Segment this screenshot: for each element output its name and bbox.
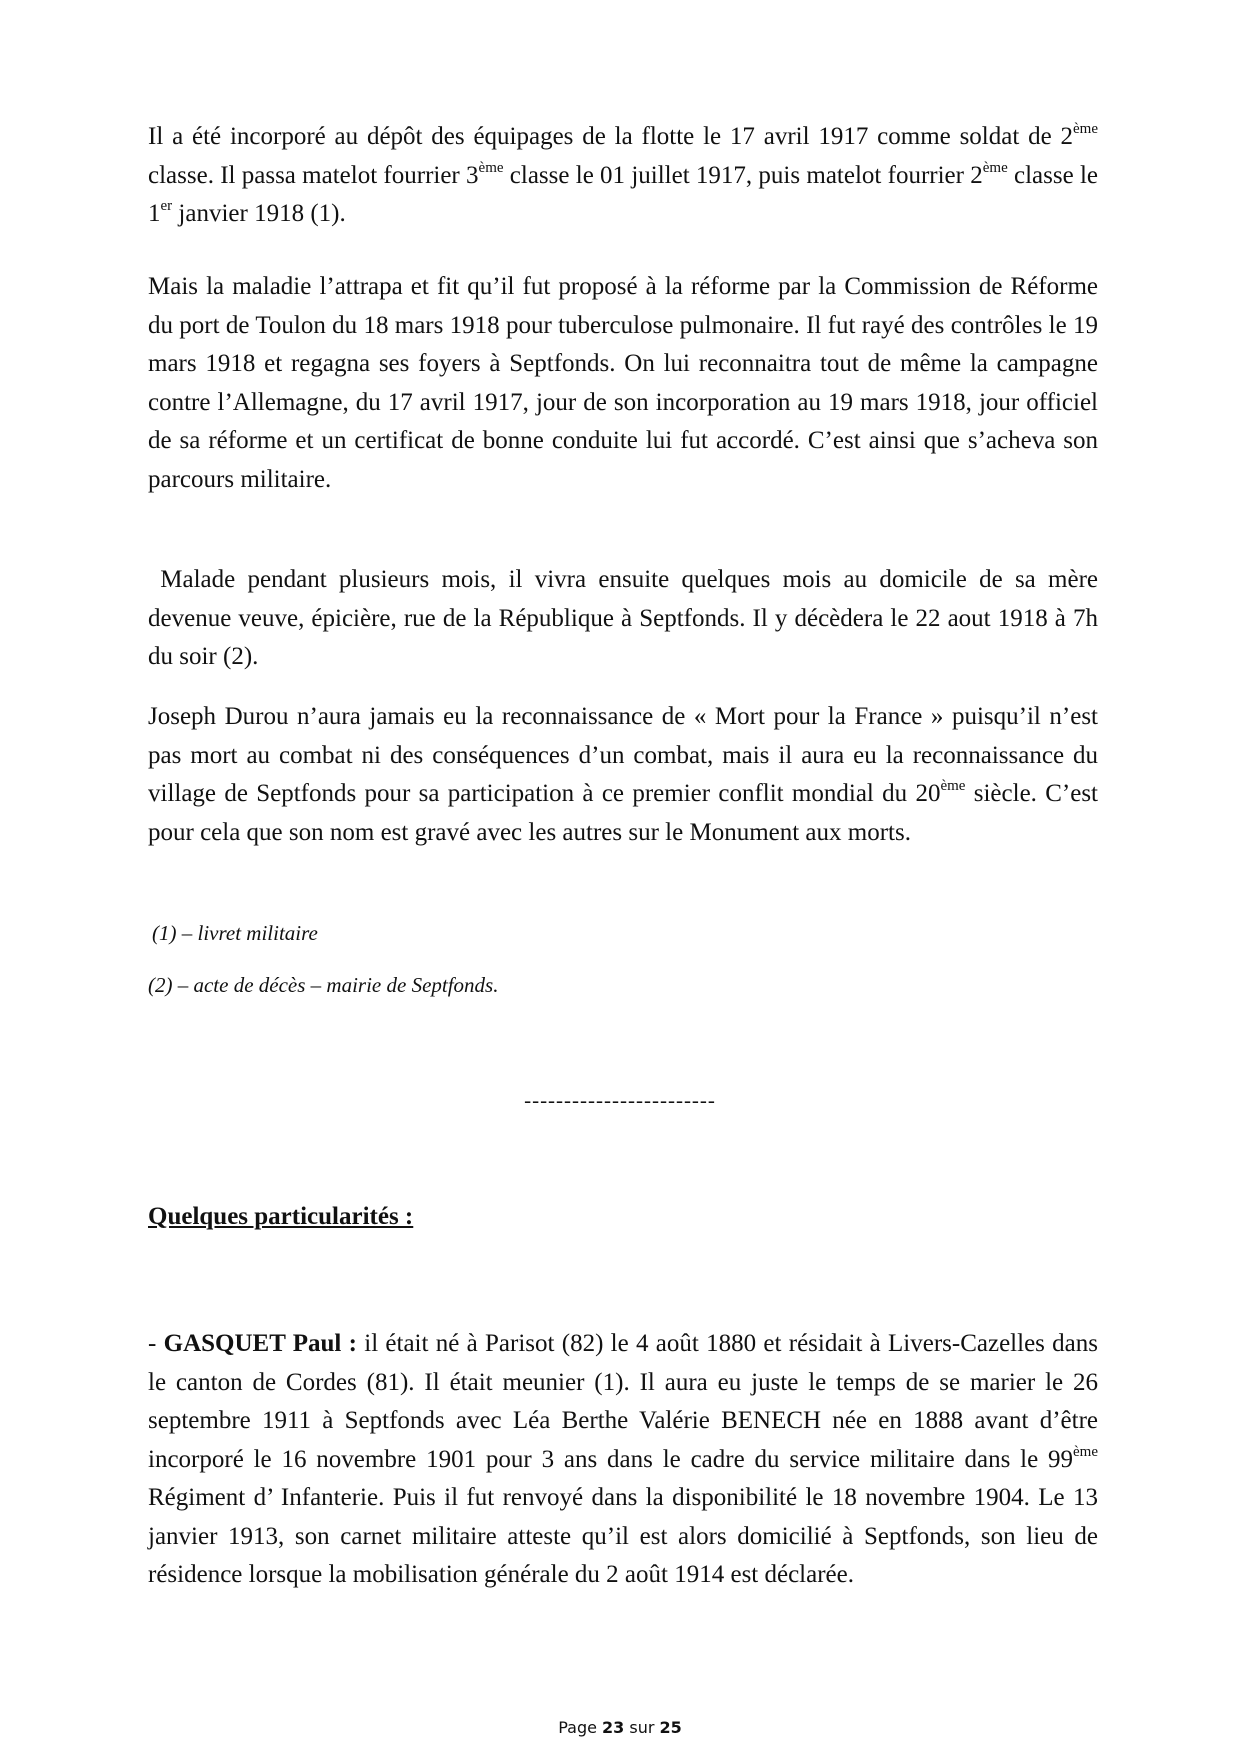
paragraph-recognition [148, 698, 1098, 852]
superscript: ème [982, 159, 1008, 176]
paragraph-text: classe le 01 juillet 1917, puis matelot fourrier 2 [503, 161, 983, 189]
paragraph-text: siècle. C’est pour cela que son nom est gravé avec les autres sur le Monument aux morts. [148, 780, 1098, 846]
page-footer [0, 1718, 1240, 1737]
paragraph-text: classe. Il passa matelot fourrier 3 [148, 161, 479, 189]
superscript: ème [1073, 121, 1098, 137]
superscript: ème [1073, 1443, 1098, 1460]
section-separator: ------------------------ [524, 1088, 716, 1112]
paragraph-death: Malade pendant plusieurs mois, il vivra ensuite quelques mois au domicile de sa mère devenue veuve, épicière, rue de la République à Septfonds. Il y décèdera le 22 aout 1918 à 7h du soir (2). [148, 566, 1098, 670]
paragraph-gasquet [148, 1325, 1098, 1595]
current-page-number: 23 [602, 1718, 625, 1737]
footnote-2: (2) – acte de décès – mairie de Septfonds. [148, 973, 499, 997]
paragraph-text: Joseph Durou n’aura jamais eu la reconnaissance de « Mort pour la France » puisqu’il n’est pas mort au combat ni des conséquences d’un combat, mais il aura eu la reconnaissance du village de Septfonds pour sa participation à ce premier conflit mondial du 20 [148, 703, 1098, 807]
total-page-count: 25 [659, 1718, 682, 1737]
paragraph-text: il était né à Parisot (82) le 4 août 1880 et résidait à Livers-Cazelles dans le canton de Cordes (81). Il était meunier (1). Il aura eu juste le temps de se marier le 26 septembre 1911 à Septfonds avec Léa Berthe Valérie BENECH née en 1888 avant d’être incorporé le 16 novembre 1901 pour 3 ans dans le cadre du service militaire dans le 99 [148, 1330, 1099, 1473]
paragraph-text: classe le 1 [148, 161, 1099, 227]
paragraph-text: Régiment d’ Infanterie. Puis il fut renvoyé dans la disponibilité le 18 novembre 1904. Le 13 janvier 1913, son carnet militaire atteste qu’il est alors domicilié à Septfonds, son lieu de résidence lorsque la mobilisation générale du 2 août 1914 est déclarée. [148, 1484, 1098, 1588]
paragraph-text: - [148, 1330, 164, 1357]
footnote-1: (1) – livret militaire [152, 921, 318, 945]
paragraph-illness: Mais la maladie l’attrapa et fit qu’il fut proposé à la réforme par la Commission de Réforme du port de Toulon du 18 mars 1918 pour tuberculose pulmonaire. Il fut rayé des contrôles le 19 mars 1918 et regagna ses foyers à Septfonds. On lui reconnaitra tout de même la campagne contre l’Allemagne, du 17 avril 1917, jour de son incorporation au 19 mars 1918, jour officiel de sa réforme et un certificat de bonne conduite lui fut accordé. C’est ainsi que s’acheva son parcours militaire. [148, 273, 1098, 493]
superscript: ème [478, 159, 504, 176]
section-heading: Quelques particularités : [148, 1203, 414, 1230]
footer-middle: sur [624, 1718, 660, 1737]
footer-prefix: Page [558, 1718, 603, 1737]
paragraph-text: janvier 1918 (1). [172, 200, 346, 227]
person-name: GASQUET Paul : [163, 1330, 357, 1357]
superscript: er [160, 198, 173, 214]
paragraph-incorporation [148, 118, 1098, 234]
paragraph-text: Il a été incorporé au dépôt des équipages de la flotte le 17 avril 1917 comme soldat de 2 [148, 123, 1074, 150]
superscript: ème [940, 778, 966, 794]
